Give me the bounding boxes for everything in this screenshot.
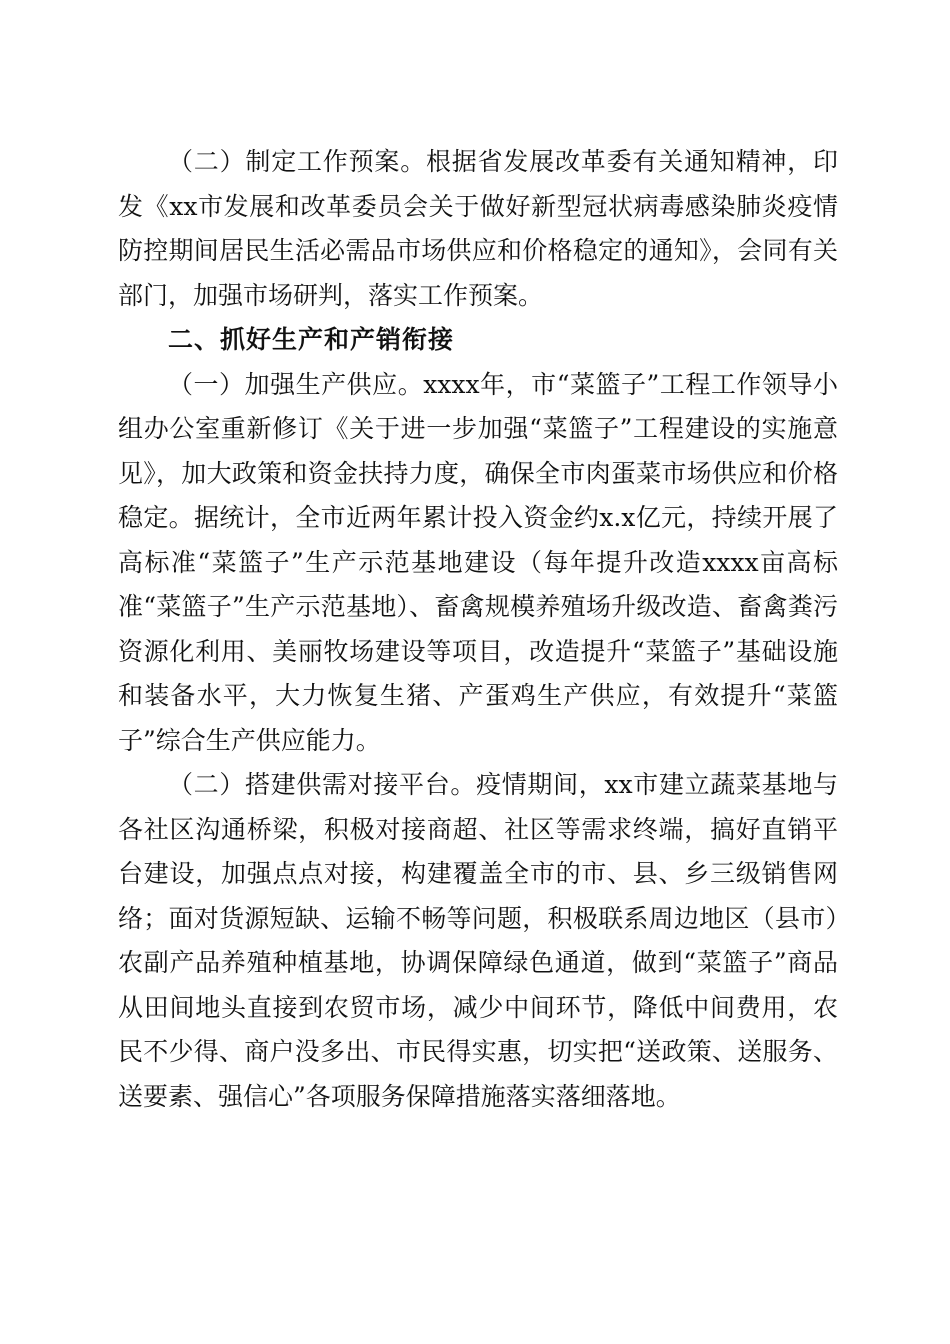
paragraph-work-plan: （二）制定工作预案。根据省发展改革委有关通知精神，印发《xx市发展和改革委员会关于做好新型冠状病毒感染肺炎疫情防控期间居民生活必需品市场供应和价格稳定的通知》，会同有关部门，加强市场研判，落实工作预案。 — [118, 147, 838, 310]
document-body — [118, 140, 838, 1119]
paragraph-production-supply: （一）加强生产供应。xxxx年，市“菜篮子”工程工作领导小组办公室重新修订《关于进一步加强“菜篮子”工程建设的实施意见》，加大政策和资金扶持力度，确保全市肉蛋菜市场供应和价格稳定。据统计，全市近两年累计投入资金约x.x亿元，持续开展了高标准“菜篮子”生产示范基地建设（每年提升改造xxxx亩高标准“菜篮子”生产示范基地）、畜禽规模养殖场升级改造、畜禽粪污资源化利用、美丽牧场建设等项目，改造提升“菜篮子”基础设施和装备水平，大力恢复生猪、产蛋鸡生产供应，有效提升“菜篮子”综合生产供应能力。 — [118, 369, 838, 755]
section-heading-production: 二、抓好生产和产销衔接 — [168, 325, 455, 354]
paragraph-supply-demand-platform: （二）搭建供需对接平台。疫情期间，xx市建立蔬菜基地与各社区沟通桥梁，积极对接商超、社区等需求终端，搞好直销平台建设，加强点点对接，构建覆盖全市的市、县、乡三级销售网络；面对货源短缺、运输不畅等问题，积极联系周边地区（县市）农副产品养殖种植基地，协调保障绿色通道，做到“菜篮子”商品从田间地头直接到农贸市场，减少中间环节，降低中间费用，农民不少得、商户没多出、市民得实惠，切实把“送政策、送服务、送要素、强信心”各项服务保障措施落实落细落地。 — [118, 770, 838, 1111]
